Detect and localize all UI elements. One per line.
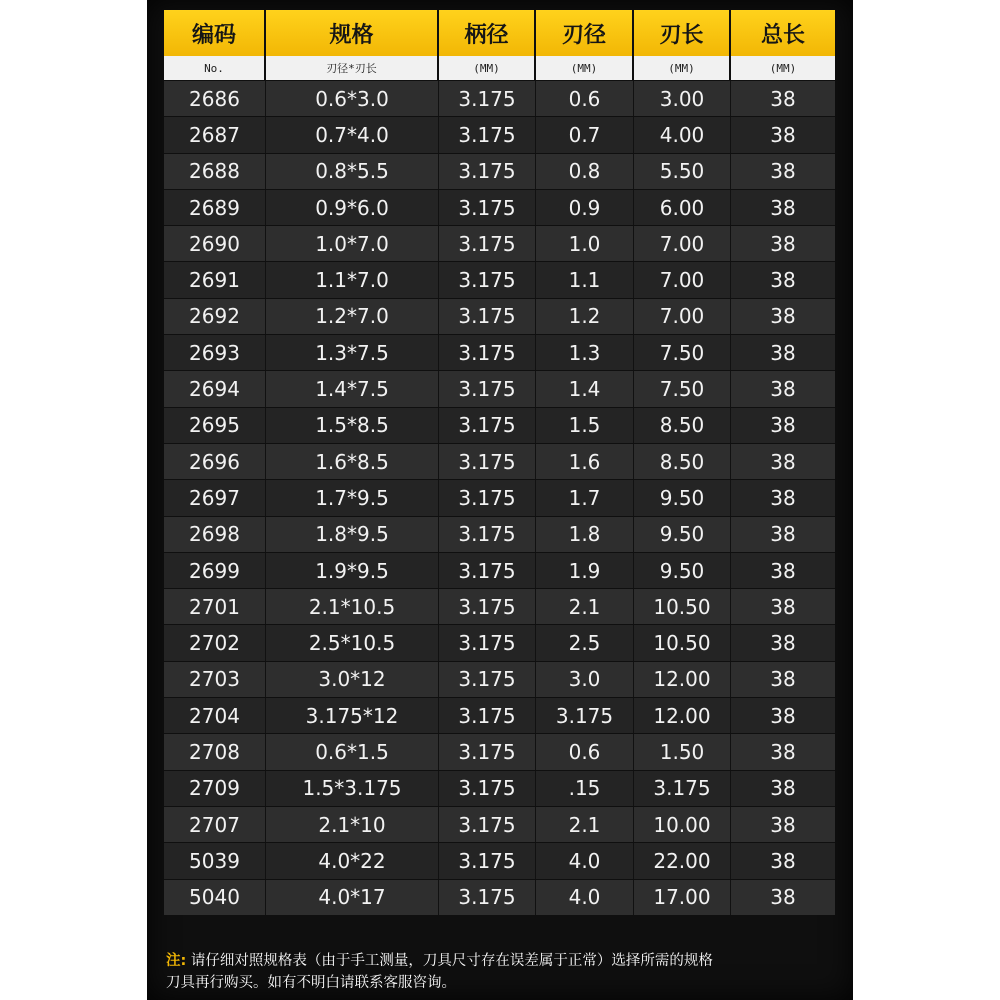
cell-blade-diameter: 1.8 [536,517,634,552]
cell-total-length: 38 [731,625,835,660]
cell-shank-diameter: 3.175 [439,553,536,588]
cell-shank-diameter: 3.175 [439,807,536,842]
cell-blade-diameter: 2.1 [536,589,634,624]
cell-blade-length: 7.50 [634,335,731,370]
cell-blade-length: 9.50 [634,480,731,515]
cell-blade-diameter: 1.6 [536,444,634,479]
cell-blade-length: 10.50 [634,589,731,624]
cell-code: 2690 [164,226,266,261]
table-row [164,624,835,660]
cell-spec: 0.9*6.0 [266,190,439,225]
cell-spec: 2.1*10.5 [266,589,439,624]
table-row [164,806,835,842]
cell-spec: 1.9*9.5 [266,553,439,588]
cell-blade-length: 7.00 [634,226,731,261]
header-shank-diameter: 柄径 [439,10,536,56]
cell-total-length: 38 [731,262,835,297]
note-text-2: 刀具再行购买。如有不明白请联系客服咨询。 [166,975,456,991]
table-units-row [164,56,835,80]
cell-shank-diameter: 3.175 [439,480,536,515]
cell-total-length: 38 [731,371,835,406]
cell-shank-diameter: 3.175 [439,444,536,479]
cell-spec: 0.6*3.0 [266,81,439,116]
cell-total-length: 38 [731,81,835,116]
cell-shank-diameter: 3.175 [439,335,536,370]
cell-code: 2691 [164,262,266,297]
cell-total-length: 38 [731,226,835,261]
cell-code: 2701 [164,589,266,624]
cell-code: 2703 [164,662,266,697]
cell-blade-length: 22.00 [634,843,731,878]
header-spec: 规格 [266,10,439,56]
unit-total-length: (MM) [731,56,835,80]
cell-code: 2704 [164,698,266,733]
cell-blade-length: 10.00 [634,807,731,842]
cell-blade-length: 8.50 [634,408,731,443]
cell-shank-diameter: 3.175 [439,117,536,152]
header-code: 编码 [164,10,266,56]
table-row [164,661,835,697]
cell-blade-length: 5.50 [634,154,731,189]
unit-code: No. [164,56,266,80]
cell-code: 2696 [164,444,266,479]
cell-blade-diameter: 0.8 [536,154,634,189]
cell-blade-length: 4.00 [634,117,731,152]
cell-shank-diameter: 3.175 [439,408,536,443]
cell-code: 2699 [164,553,266,588]
cell-spec: 1.2*7.0 [266,299,439,334]
cell-blade-length: 7.50 [634,371,731,406]
cell-code: 2708 [164,734,266,769]
cell-shank-diameter: 3.175 [439,843,536,878]
cell-total-length: 38 [731,299,835,334]
cell-blade-diameter: 1.9 [536,553,634,588]
cell-blade-length: 3.00 [634,81,731,116]
cell-total-length: 38 [731,807,835,842]
cell-blade-length: 12.00 [634,662,731,697]
cell-spec: 1.4*7.5 [266,371,439,406]
cell-blade-diameter: 1.1 [536,262,634,297]
note-label: 注: [166,953,187,969]
cell-spec: 4.0*22 [266,843,439,878]
cell-total-length: 38 [731,190,835,225]
cell-total-length: 38 [731,117,835,152]
cell-blade-length: 3.175 [634,771,731,806]
table-row [164,225,835,261]
cell-total-length: 38 [731,517,835,552]
cell-total-length: 38 [731,444,835,479]
cell-blade-length: 12.00 [634,698,731,733]
unit-blade-length: (MM) [634,56,731,80]
cell-code: 2689 [164,190,266,225]
cell-total-length: 38 [731,698,835,733]
unit-blade-diameter: (MM) [536,56,634,80]
cell-code: 2693 [164,335,266,370]
cell-code: 2686 [164,81,266,116]
note-text-1: 请仔细对照规格表（由于手工测量，刀具尺寸存在误差属于正常）选择所需的规格 [186,953,713,969]
cell-blade-diameter: 0.6 [536,81,634,116]
cell-shank-diameter: 3.175 [439,517,536,552]
cell-blade-diameter: 0.6 [536,734,634,769]
cell-spec: 3.0*12 [266,662,439,697]
cell-code: 2694 [164,371,266,406]
table-row [164,116,835,152]
table-row [164,443,835,479]
cell-blade-diameter: 2.5 [536,625,634,660]
cell-shank-diameter: 3.175 [439,154,536,189]
cell-shank-diameter: 3.175 [439,190,536,225]
cell-shank-diameter: 3.175 [439,734,536,769]
cell-spec: 0.6*1.5 [266,734,439,769]
cell-blade-diameter: 1.5 [536,408,634,443]
note [166,950,826,994]
cell-blade-diameter: 4.0 [536,843,634,878]
cell-blade-diameter: 0.9 [536,190,634,225]
table-row [164,879,835,915]
header-blade-length: 刃长 [634,10,731,56]
table-row [164,298,835,334]
cell-code: 2697 [164,480,266,515]
cell-blade-length: 1.50 [634,734,731,769]
cell-spec: 3.175*12 [266,698,439,733]
cell-blade-diameter: 3.0 [536,662,634,697]
cell-blade-diameter: .15 [536,771,634,806]
cell-code: 2707 [164,807,266,842]
unit-spec: 刃径*刃长 [266,56,439,80]
table-row [164,770,835,806]
cell-code: 2688 [164,154,266,189]
table-row [164,334,835,370]
table-row [164,588,835,624]
cell-total-length: 38 [731,480,835,515]
header-blade-diameter: 刃径 [536,10,634,56]
cell-code: 2698 [164,517,266,552]
cell-blade-diameter: 1.2 [536,299,634,334]
cell-blade-diameter: 0.7 [536,117,634,152]
cell-spec: 2.5*10.5 [266,625,439,660]
cell-shank-diameter: 3.175 [439,371,536,406]
cell-blade-length: 9.50 [634,553,731,588]
spec-table [164,10,835,915]
cell-shank-diameter: 3.175 [439,662,536,697]
cell-blade-length: 7.00 [634,262,731,297]
cell-blade-length: 9.50 [634,517,731,552]
cell-spec: 0.7*4.0 [266,117,439,152]
cell-spec: 1.5*8.5 [266,408,439,443]
cell-blade-length: 17.00 [634,880,731,915]
cell-total-length: 38 [731,843,835,878]
cell-total-length: 38 [731,408,835,443]
cell-spec: 1.7*9.5 [266,480,439,515]
cell-total-length: 38 [731,734,835,769]
cell-blade-diameter: 1.4 [536,371,634,406]
cell-total-length: 38 [731,880,835,915]
table-row [164,697,835,733]
cell-code: 5040 [164,880,266,915]
cell-blade-diameter: 4.0 [536,880,634,915]
cell-blade-length: 10.50 [634,625,731,660]
cell-blade-diameter: 1.0 [536,226,634,261]
cell-total-length: 38 [731,154,835,189]
cell-total-length: 38 [731,335,835,370]
cell-blade-diameter: 3.175 [536,698,634,733]
unit-shank-diameter: (MM) [439,56,536,80]
cell-spec: 1.0*7.0 [266,226,439,261]
table-row [164,370,835,406]
note-line-1 [166,950,826,972]
cell-total-length: 38 [731,589,835,624]
cell-code: 2692 [164,299,266,334]
cell-code: 5039 [164,843,266,878]
cell-blade-diameter: 1.7 [536,480,634,515]
cell-spec: 2.1*10 [266,807,439,842]
cell-blade-length: 8.50 [634,444,731,479]
cell-total-length: 38 [731,662,835,697]
cell-shank-diameter: 3.175 [439,299,536,334]
cell-code: 2687 [164,117,266,152]
cell-blade-length: 6.00 [634,190,731,225]
table-body [164,80,835,915]
table-row [164,153,835,189]
cell-code: 2702 [164,625,266,660]
cell-blade-diameter: 1.3 [536,335,634,370]
table-row [164,407,835,443]
cell-blade-diameter: 2.1 [536,807,634,842]
table-row [164,479,835,515]
cell-spec: 0.8*5.5 [266,154,439,189]
cell-spec: 1.5*3.175 [266,771,439,806]
cell-blade-length: 7.00 [634,299,731,334]
cell-spec: 1.8*9.5 [266,517,439,552]
cell-shank-diameter: 3.175 [439,698,536,733]
table-row [164,189,835,225]
cell-spec: 4.0*17 [266,880,439,915]
cell-spec: 1.3*7.5 [266,335,439,370]
cell-code: 2709 [164,771,266,806]
cell-shank-diameter: 3.175 [439,81,536,116]
table-row [164,516,835,552]
cell-spec: 1.6*8.5 [266,444,439,479]
cell-code: 2695 [164,408,266,443]
table-row [164,842,835,878]
table-row [164,80,835,116]
cell-total-length: 38 [731,553,835,588]
cell-shank-diameter: 3.175 [439,226,536,261]
table-row [164,733,835,769]
table-row [164,552,835,588]
header-total-length: 总长 [731,10,835,56]
table-header-row [164,10,835,56]
cell-shank-diameter: 3.175 [439,589,536,624]
cell-shank-diameter: 3.175 [439,771,536,806]
table-row [164,261,835,297]
cell-spec: 1.1*7.0 [266,262,439,297]
cell-shank-diameter: 3.175 [439,880,536,915]
cell-shank-diameter: 3.175 [439,625,536,660]
cell-shank-diameter: 3.175 [439,262,536,297]
cell-total-length: 38 [731,771,835,806]
